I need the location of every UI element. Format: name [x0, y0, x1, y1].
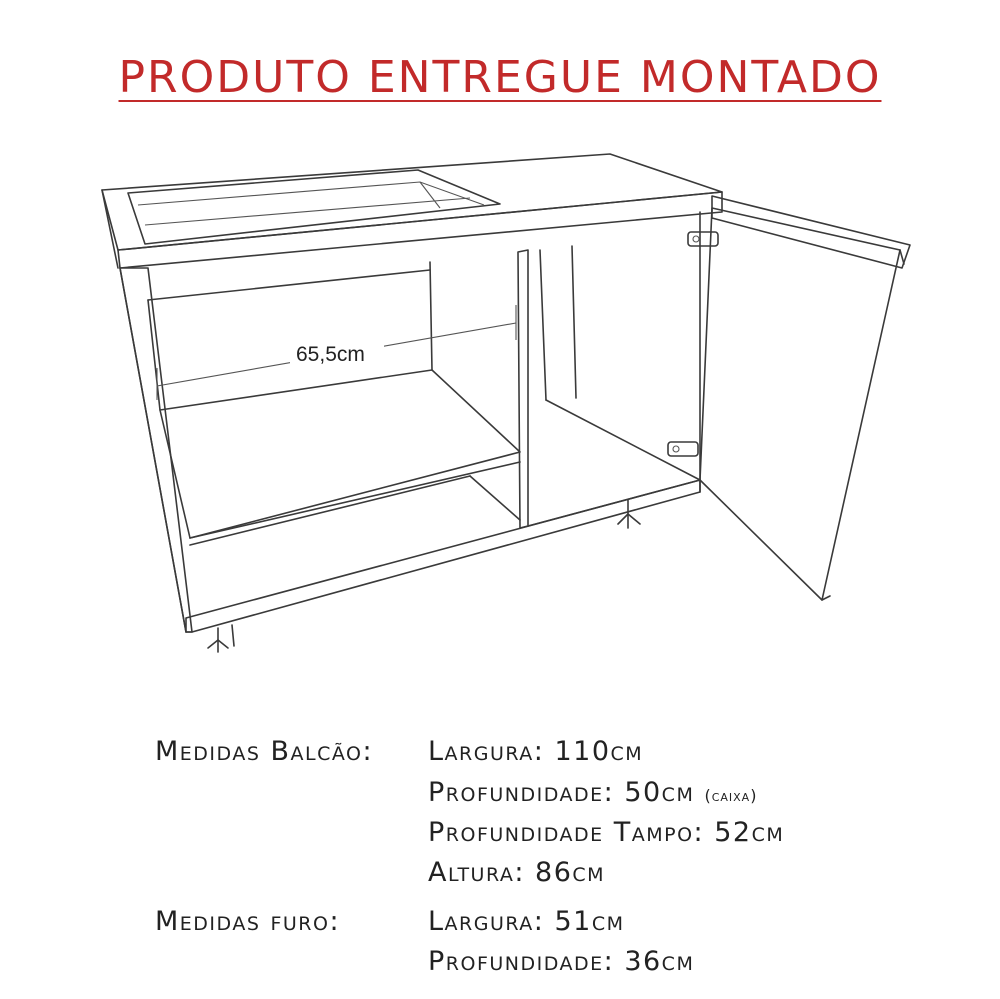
page-title: PRODUTO ENTREGUE MONTADO: [118, 52, 882, 103]
balcao-largura: Largura: 110cm: [428, 736, 644, 767]
balcao-altura: Altura: 86cm: [428, 857, 606, 888]
balcao-profundidade-row: [428, 777, 757, 808]
furo-largura: Largura: 51cm: [428, 906, 625, 937]
furo-profundidade: Profundidade: 36cm: [428, 946, 695, 977]
balcao-profundidade: Profundidade: 50cm: [428, 777, 695, 808]
furo-heading: Medidas furo:: [155, 906, 341, 937]
dimension-label: 65,5cm: [296, 343, 365, 366]
balcao-heading: Medidas Balcão:: [155, 736, 374, 767]
balcao-profundidade-tampo: Profundidade Tampo: 52cm: [428, 817, 785, 848]
balcao-profundidade-note: (caixa): [704, 786, 758, 805]
